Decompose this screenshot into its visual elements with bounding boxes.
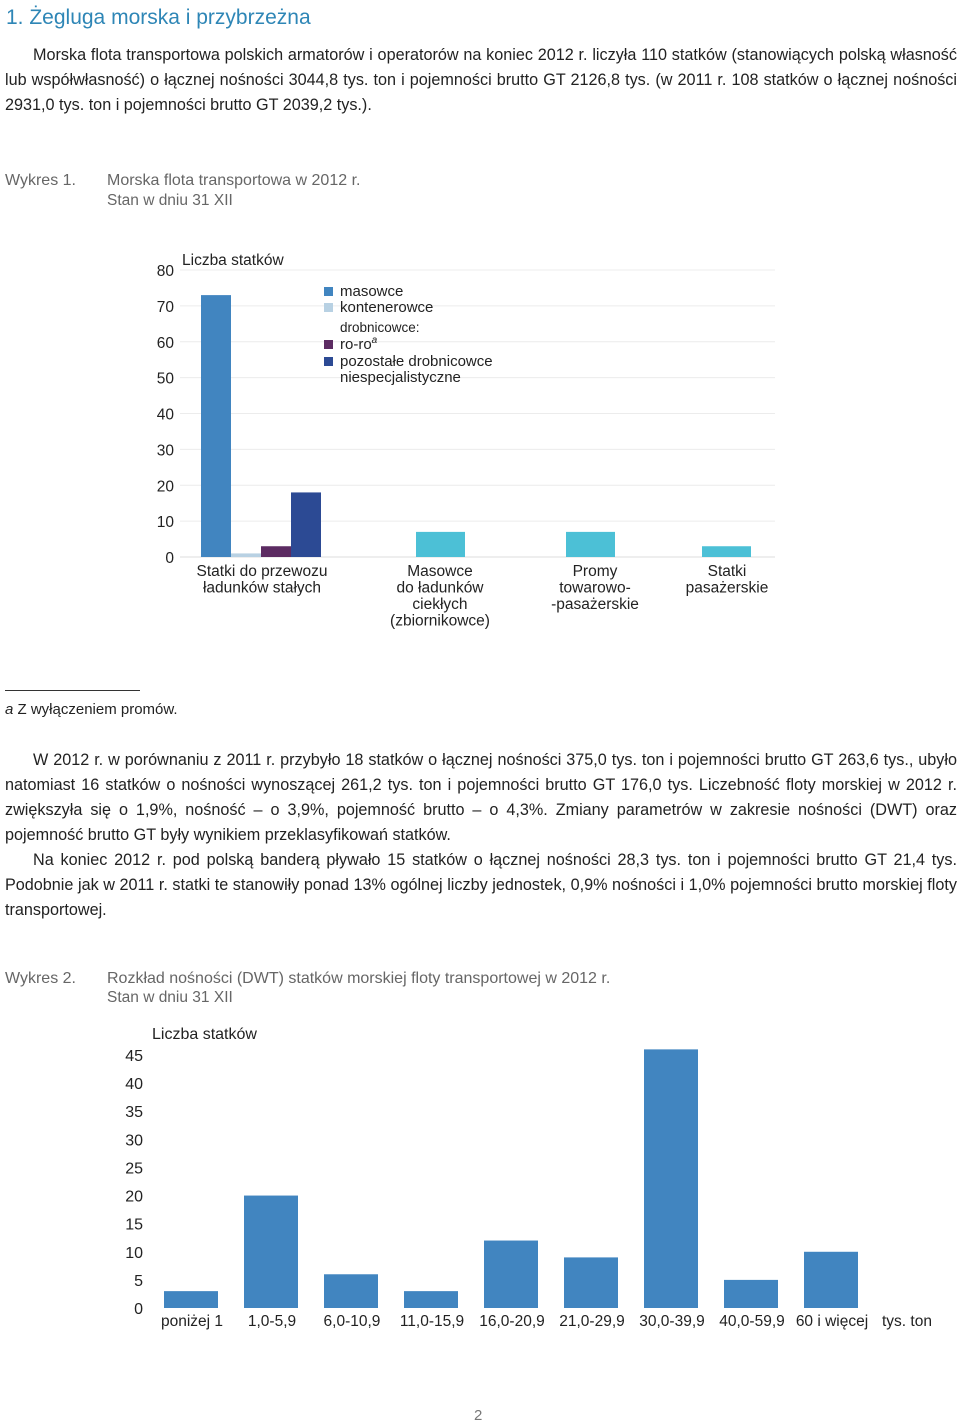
chart2-bar (324, 1274, 378, 1308)
chart2-x-labels (161, 1313, 868, 1330)
legend-drobnicowce: drobnicowce: (340, 320, 420, 335)
chart2-bar (804, 1252, 858, 1308)
chart1-ylabel: Liczba statków (182, 252, 284, 269)
chart1-bar (702, 546, 751, 557)
chart2-unit: tys. ton (882, 1313, 932, 1330)
legend-masowce: masowce (340, 283, 404, 300)
chart1-ytick: 50 (156, 370, 174, 388)
chart1-ytick: 60 (156, 334, 174, 352)
chart1-ytick: 80 (156, 263, 174, 280)
chart1-bar (291, 492, 321, 557)
chart1-ytick: 20 (156, 478, 174, 496)
chart2-xlabel: 1,0-5,9 (247, 1313, 297, 1330)
chart2-ytick: 10 (125, 1244, 143, 1262)
legend-roro: $ro-ro^a$ (340, 335, 378, 353)
para-flag: Na koniec 2012 r. pod polską banderą pływało 15 statków o łącznej nośności 28,3 tys. ton i pojemności brutto GT 21,4 tys. Podobnie jak w 2011 r. statki te stanowiły ponad 13% ogólnej liczby jednostek, 0,9% nośności i 1,0% pojemności brutto morskiej floty transportowej. (5, 851, 957, 919)
chart1-x-labels (197, 563, 769, 630)
chart1-title: Morska flota transportowa w 2012 r. (107, 172, 361, 189)
chart2-ytick: 20 (125, 1188, 143, 1206)
chart2-xlabel: 60 i więcej (795, 1313, 869, 1330)
chart1-svg (0, 240, 960, 640)
page-number: 2 (474, 1407, 483, 1424)
chart1-xlabel: (zbiornikowce) (390, 612, 490, 630)
chart2-xlabel: 40,0-59,9 (719, 1313, 785, 1330)
chart1-xlabel: do ładunków (396, 579, 484, 597)
intro-paragraph (5, 43, 957, 118)
chart2-bar (244, 1196, 298, 1308)
footnote-rule (5, 690, 140, 691)
chart2-bar (404, 1291, 458, 1308)
chart1-legend (324, 283, 493, 386)
chart2-xlabel: 6,0-10,9 (323, 1313, 381, 1330)
chart2-title: Rozkład nośności (DWT) statków morskiej floty transportowej w 2012 r. (107, 970, 611, 987)
chart2-xlabel: poniżej 1 (160, 1313, 224, 1330)
chart1-bar (416, 532, 465, 557)
chart1-xlabel: ciekłych (412, 596, 468, 613)
chart1-xlabel: -pasażerskie (551, 596, 639, 613)
chart2-bars (164, 1049, 858, 1308)
chart1-bar (566, 532, 615, 557)
chart2-bar (564, 1257, 618, 1308)
chart2-ytick: 15 (125, 1216, 143, 1234)
chart1-ytick: 30 (156, 442, 174, 460)
legend-swatch-masowce (324, 287, 333, 296)
chart1-bar (231, 553, 261, 557)
chart2-ytick: 5 (134, 1272, 143, 1290)
chart1-xlabel: Statki do przewozu (196, 563, 328, 580)
chart1-subtitle: Stan w dniu 31 XII (107, 192, 233, 209)
chart2-ytick: 25 (125, 1160, 143, 1178)
chart2-svg (0, 1015, 960, 1335)
chart1-xlabel: ładunków stałych (202, 579, 322, 597)
chart2-xlabel: 11,0-15,9 (399, 1313, 465, 1330)
chart1-xlabel: Masowce (407, 563, 473, 580)
chart2-xlabel: 21,0-29,9 (559, 1313, 625, 1330)
chart2-bar (484, 1241, 538, 1308)
intro-text: Morska flota transportowa polskich armatorów i operatorów na koniec 2012 r. liczyła 110 statków (stanowiących polską własność lub współwłasność) o łącznej nośności 3044,8 tys. ton i pojemności brutto GT 2126,8 tys. (w 2011 r. 108 statków o łącznej nośności 2931,0 tys. ton i pojemności brutto GT 2039,2 tys.). (5, 46, 957, 114)
chart2-subtitle: Stan w dniu 31 XII (107, 989, 233, 1006)
chart1-xlabel: Promy (572, 563, 618, 580)
chart1-bar (201, 295, 231, 557)
chart1-xlabel: pasażerskie (685, 579, 769, 597)
chart2-ytick: 35 (125, 1104, 143, 1122)
chart2-xlabel: 30,0-39,9 (639, 1313, 705, 1330)
chart1-ytick: 40 (156, 406, 174, 424)
body-paragraphs (5, 748, 957, 923)
legend-swatch-roro (324, 340, 333, 349)
legend-kontenerowce: kontenerowce (340, 299, 434, 316)
legend-swatch-pozostale (324, 357, 333, 366)
chart1-y-ticks (157, 263, 175, 567)
chart2-y-ticks (125, 1048, 143, 1318)
footnote: a Z wyłączeniem promów. (5, 701, 178, 718)
chart1-label: Wykres 1. (5, 172, 76, 189)
legend-swatch-kontenerowce (324, 303, 333, 312)
chart1-xlabel: towarowo- (559, 579, 631, 597)
chart1-xlabel: Statki (707, 563, 747, 580)
chart2-ylabel: Liczba statków (152, 1026, 257, 1043)
chart1-ytick: 0 (165, 550, 174, 567)
chart2-bar (644, 1049, 698, 1308)
section-heading: 1. Żegluga morska i przybrzeżna (6, 6, 311, 29)
chart1-ytick: 10 (156, 514, 174, 532)
legend-pozostale-2: niespecjalistyczne (340, 369, 461, 386)
chart1-ytick: 70 (156, 298, 174, 316)
chart1-bars (201, 295, 751, 557)
chart1-bar (261, 546, 291, 557)
chart2-ytick: 0 (134, 1301, 143, 1318)
chart2-label: Wykres 2. (5, 970, 76, 987)
chart2-bar (164, 1291, 218, 1308)
chart2-bar (724, 1280, 778, 1308)
chart1-gridlines (180, 270, 775, 557)
chart2-ytick: 30 (125, 1132, 143, 1150)
chart2-ytick: 40 (125, 1076, 143, 1094)
chart2-ytick: 45 (125, 1048, 143, 1065)
legend-pozostale-1: pozostałe drobnicowce (340, 353, 493, 370)
para-comparison: W 2012 r. w porównaniu z 2011 r. przybyło 18 statków o łącznej nośności 375,0 tys. ton i pojemności brutto GT 263,6 tys., ubyło natomiast 16 statków o nośności wynoszącej 261,2 tys. ton i pojemności brutto GT 176,0 tys. Liczebność floty morskiej w 2012 r. zwiększyła się o 1,9%, nośność – o 3,9%, pojemność brutto – o 4,3%. Zmiany parametrów w zakresie nośności (DWT) oraz pojemność brutto GT były wynikiem przeklasyfikowań statków. (5, 751, 957, 844)
chart2-xlabel: 16,0-20,9 (479, 1313, 545, 1330)
